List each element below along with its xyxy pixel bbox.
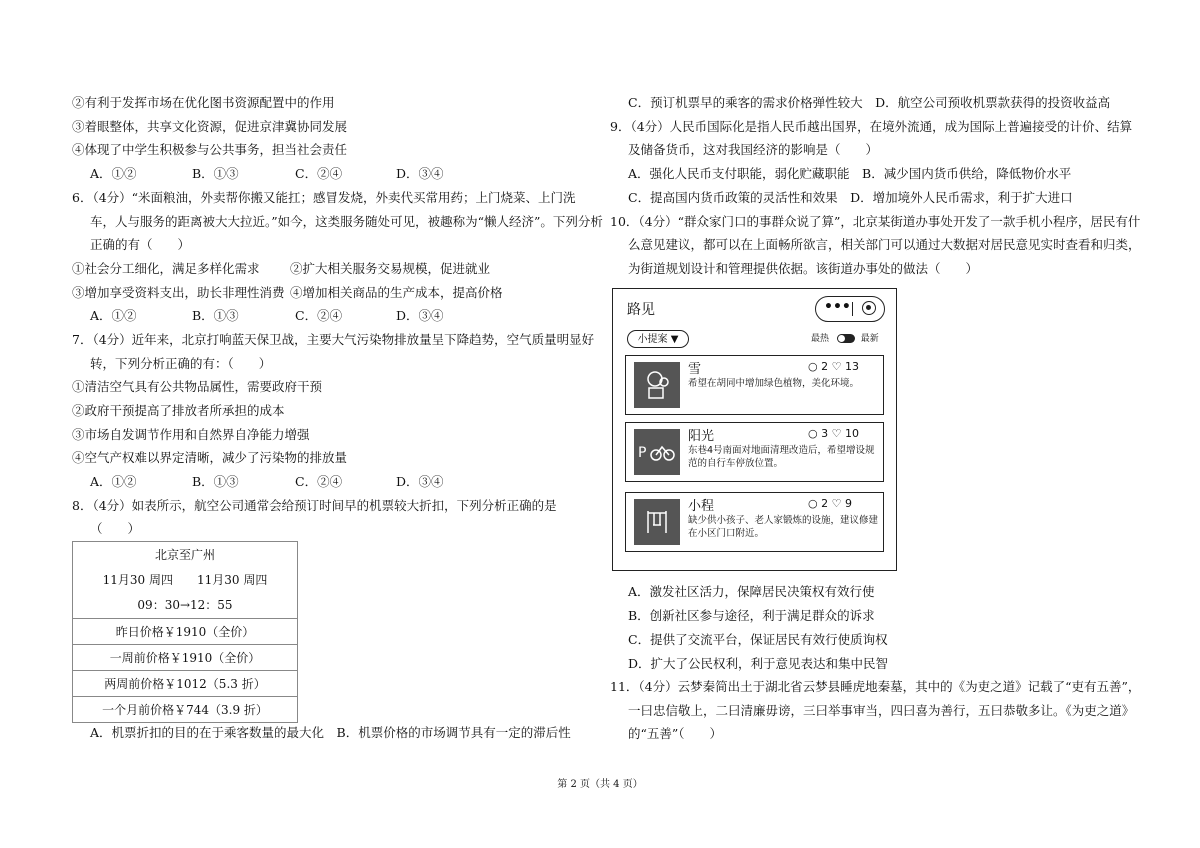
fare-table-header (73, 542, 298, 619)
category-filter[interactable]: 小提案 ▼ (627, 330, 689, 348)
sort-new-label[interactable]: 最新 (860, 334, 879, 344)
q6-option-a[interactable]: A．①② (90, 308, 137, 323)
q5-option-a[interactable]: A．①② (90, 166, 137, 181)
fare-row-two-weeks: 两周前价格￥1012（5.3 折） (73, 671, 298, 697)
q7-option-b[interactable]: B．①③ (192, 474, 239, 489)
q9-options-ab[interactable]: A．强化人民币支付职能，弱化贮藏职能 B．减少国内货币供给，降低物价水平 (628, 166, 1072, 181)
svg-text:P: P (638, 445, 647, 461)
q6-option-c[interactable]: C．②④ (295, 308, 343, 323)
q10-stem-line1: 10．（4分）“群众家门口的事群众说了算”，北京某街道办事处开发了一款手机小程序，居民有什 (610, 214, 1141, 229)
fitness-equipment-icon (634, 499, 680, 545)
q7-option-d[interactable]: D．③④ (396, 474, 444, 489)
q5-option-d[interactable]: D．③④ (396, 166, 444, 181)
post-text: 缺少供小孩子、老人家锻炼的设施，建议修建在小区门口附近。 (688, 515, 879, 539)
q8-options-cd[interactable]: C．预订机票早的乘客的需求价格弹性较大 D．航空公司预收机票款获得的投资收益高 (628, 95, 1111, 110)
app-title: 路见 (627, 302, 655, 318)
fare-route: 北京至广州 (154, 547, 215, 562)
post-text: 希望在胡同中增加绿色植物，美化环境。 (688, 378, 860, 389)
more-icon[interactable]: ••• (824, 299, 851, 315)
post-stats: ○ 2 ♡ 9 (808, 497, 852, 510)
q5-statement-4: ④体现了中学生积极参与公共事务，担当社会责任 (72, 142, 348, 157)
sort-toggle[interactable] (837, 334, 855, 343)
q5-statement-2: ②有利于发挥市场在优化图书资源配置中的作用 (72, 95, 335, 110)
post-card[interactable] (625, 422, 884, 482)
q6-stem-line1: 6．（4分）“米面粮油，外卖帮你搬又能扛；感冒发烧，外卖代买常用药；上门烧菜、上门洗 (72, 190, 576, 205)
q7-option-c[interactable]: C．②④ (295, 474, 343, 489)
q6-option-d[interactable]: D．③④ (396, 308, 444, 323)
q6-statement-1: ①社会分工细化，满足多样化需求 (72, 261, 260, 276)
q6-statement-4: ④增加相关商品的生产成本，提高价格 (290, 285, 503, 300)
q5-option-c[interactable]: C．②④ (295, 166, 343, 181)
q6-stem-line3: 正确的有（ ） (90, 237, 191, 252)
fare-row-one-month: 一个月前价格￥744（3.9 折） (73, 697, 298, 723)
q7-statement-4: ④空气产权难以界定清晰，减少了污染物的排放量 (72, 450, 348, 465)
fare-dates: 11月30 周四 11月30 周四 (102, 572, 268, 587)
q8-options-ab[interactable]: A．机票折扣的目的在于乘客数量的最大化 B．机票价格的市场调节具有一定的滞后性 (90, 725, 571, 740)
post-author: 雪 (688, 362, 702, 377)
q7-stem-line2: 转，下列分析正确的有：（ ） (90, 356, 272, 371)
close-target-icon[interactable] (862, 301, 876, 315)
q11-stem-line1: 11．（4分）云梦秦简出土于湖北省云梦县睡虎地秦墓，其中的《为吏之道》记载了“吏有五善”， (610, 679, 1141, 694)
app-screenshot (612, 288, 897, 571)
q6-stem-line2: 车，人与服务的距离被大大拉近。”如今，这类服务随处可见，被趣称为“懒人经济”。下列分析 (90, 214, 603, 229)
q6-statement-2: ②扩大相关服务交易规模，促进就业 (290, 261, 491, 276)
q10-option-c[interactable]: C．提供了交流平台，保证居民有效行使质询权 (628, 632, 888, 647)
q11-stem-line3: 的“五善”（ ） (628, 726, 723, 741)
fare-table (72, 541, 298, 723)
fare-row-one-week: 一周前价格￥1910（全价） (73, 645, 298, 671)
q9-stem-line2: 及储备货币，这对我国经济的影响是（ ） (628, 142, 879, 157)
capsule-divider (852, 302, 853, 316)
q5-statement-3: ③着眼整体，共享文化资源，促进京津冀协同发展 (72, 119, 348, 134)
q10-stem-line2: 么意见建议，都可以在上面畅所欲言，相关部门可以通过大数据对居民意见实时查看和归类， (628, 237, 1141, 252)
q9-stem-line1: 9．（4分）人民币国际化是指人民币越出国界，在境外流通，成为国际上普遍接受的计价、结算 (610, 119, 1133, 134)
q6-option-b[interactable]: B．①③ (192, 308, 239, 323)
q10-option-a[interactable]: A．激发社区活力，保障居民决策权有效行使 (628, 584, 875, 599)
post-card[interactable] (625, 492, 884, 552)
post-author: 阳光 (688, 429, 715, 444)
tree-icon (634, 362, 680, 408)
q7-statement-2: ②政府干预提高了排放者所承担的成本 (72, 403, 285, 418)
sort-hot-label[interactable]: 最热 (811, 334, 830, 344)
q8-stem-line2: （ ） (90, 521, 141, 536)
page-footer: 第 2 页（共 4 页） (557, 779, 643, 790)
post-text: 东巷4号南面对地面清理改造后，希望增设规范的自行车停放位置。 (688, 445, 875, 469)
post-author: 小程 (688, 499, 715, 514)
post-stats: ○ 2 ♡ 13 (808, 360, 859, 373)
q7-option-a[interactable]: A．①② (90, 474, 137, 489)
q10-option-b[interactable]: B．创新社区参与途径，利于满足群众的诉求 (628, 608, 875, 623)
fare-row-yesterday: 昨日价格￥1910（全价） (73, 619, 298, 645)
q6-statement-3: ③增加享受资料支出，助长非理性消费 (72, 285, 285, 300)
miniprogram-capsule[interactable] (815, 296, 885, 322)
post-card[interactable] (625, 355, 884, 415)
q5-options (90, 166, 490, 182)
q10-option-d[interactable]: D．扩大了公民权利，利于意见表达和集中民智 (628, 656, 889, 671)
q10-stem-line3: 为街道规划设计和管理提供依据。该街道办事处的做法（ ） (628, 261, 979, 276)
q7-options (90, 474, 490, 490)
bicycle-icon (634, 429, 680, 475)
fare-time: 09：30→12：55 (137, 597, 233, 612)
q5-option-b[interactable]: B．①③ (192, 166, 239, 181)
q7-statement-1: ①清洁空气具有公共物品属性，需要政府干预 (72, 379, 323, 394)
q8-stem-line1: 8．（4分）如表所示，航空公司通常会给预订时间早的机票较大折扣，下列分析正确的是 (72, 498, 557, 513)
q7-statement-3: ③市场自发调节作用和自然界自净能力增强 (72, 427, 310, 442)
q6-options (90, 308, 490, 324)
q9-options-cd[interactable]: C．提高国内货币政策的灵活性和效果 D．增加境外人民币需求，利于扩大进口 (628, 190, 1073, 205)
post-stats: ○ 3 ♡ 10 (808, 427, 859, 440)
q11-stem-line2: 一曰忠信敬上，二曰清廉毋谤，三曰举事审当，四曰喜为善行，五曰恭敬多让。《为吏之道》 (628, 703, 1135, 718)
q7-stem-line1: 7．（4分）近年来，北京打响蓝天保卫战，主要大气污染物排放量呈下降趋势，空气质量明显好 (72, 332, 595, 347)
